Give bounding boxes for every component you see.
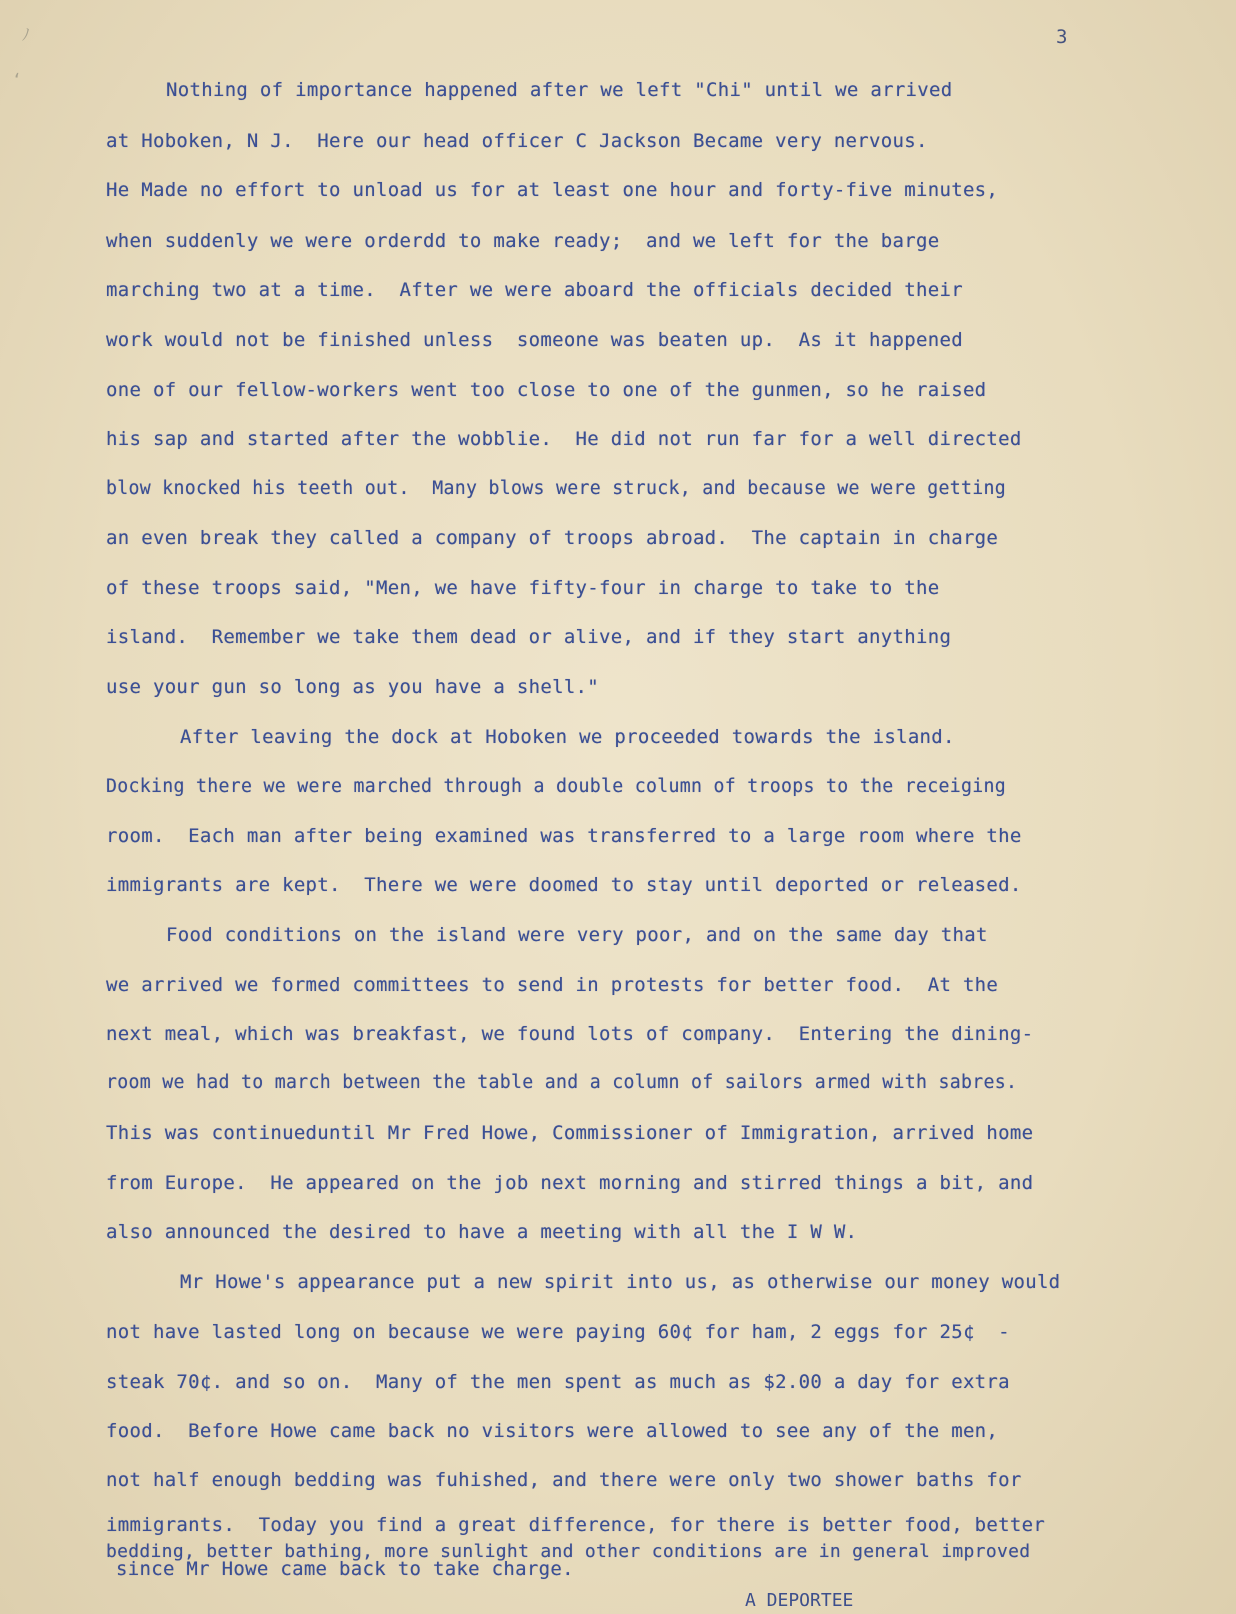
text-line: food. Before Howe came back no visitors were allowed to see any of the men, [106,1420,999,1442]
text-line: his sap and started after the wobblie. He did not run far for a well directed [106,428,1022,450]
text-line: not half enough bedding was fuhished, and there were only two shower baths for [106,1469,1022,1491]
text-line: work would not be finished unless someone was beaten up. As it happened [106,329,963,351]
text-line: This was continueduntil Mr Fred Howe, Commissioner of Immigration, arrived home [106,1122,1034,1144]
signature-line: A DEPORTEE [745,1590,854,1611]
text-line: an even break they called a company of troops abroad. The captain in charge [106,527,999,549]
text-line: we arrived we formed committees to send in protests for better food. At the [106,974,999,996]
text-line: when suddenly we were orderdd to make ready; and we left for the barge [106,230,940,252]
text-line: bedding, better bathing, more sunlight and other conditions are in general improved [106,1541,1031,1562]
text-line: marching two at a time. After we were aboard the officials decided their [106,279,963,301]
text-line: He Made no effort to unload us for at least one hour and forty-five minutes, [106,179,999,201]
text-line: immigrants. Today you find a great difference, for there is better food, better [106,1514,1046,1536]
text-line: island. Remember we take them dead or alive, and if they start anything [106,626,952,648]
text-line: Nothing of importance happened after we left "Chi" until we arrived [166,79,953,101]
text-line: also announced the desired to have a meeting with all the I W W. [106,1221,858,1243]
text-line: next meal, which was breakfast, we found lots of company. Entering the dining- [106,1023,1034,1045]
text-line: since Mr Howe came back to take charge. [116,1558,574,1580]
text-line: Food conditions on the island were very poor, and on the same day that [166,924,988,946]
text-line: from Europe. He appeared on the job next morning and stirred things a bit, and [106,1172,1034,1194]
text-line: room. Each man after being examined was transferred to a large room where the [106,825,1022,847]
text-line: steak 70¢. and so on. Many of the men spent as much as $2.00 a day for extra [106,1371,1010,1393]
text-line: Mr Howe's appearance put a new spirit into us, as otherwise our money would [180,1271,1061,1293]
text-line: at Hoboken, N J. Here our head officer C Jackson Became very nervous. [106,130,928,152]
text-line: blow knocked his teeth out. Many blows were struck, and because we were getting [106,478,1006,499]
text-line: not have lasted long on because we were paying 60¢ for ham, 2 eggs for 25¢ - [106,1321,1010,1343]
page-number: 3 [1056,26,1068,48]
text-line: room we had to march between the table and a column of sailors armed with sabres. [106,1072,1018,1093]
text-line: After leaving the dock at Hoboken we proceeded towards the island. [180,726,955,748]
text-line: of these troops said, "Men, we have fifty-four in charge to take to the [106,577,940,599]
text-line: immigrants are kept. There we were doomed to stay until deported or released. [106,874,1022,896]
text-line: use your gun so long as you have a shell." [106,676,600,698]
text-line: one of our fellow-workers went too close to one of the gunmen, so he raised [106,379,987,401]
ink-smudge: ʻ [12,70,22,89]
text-line: Docking there we were marched through a double column of troops to the receiging [106,776,1006,797]
ink-smudge: ﾉ [22,25,31,44]
